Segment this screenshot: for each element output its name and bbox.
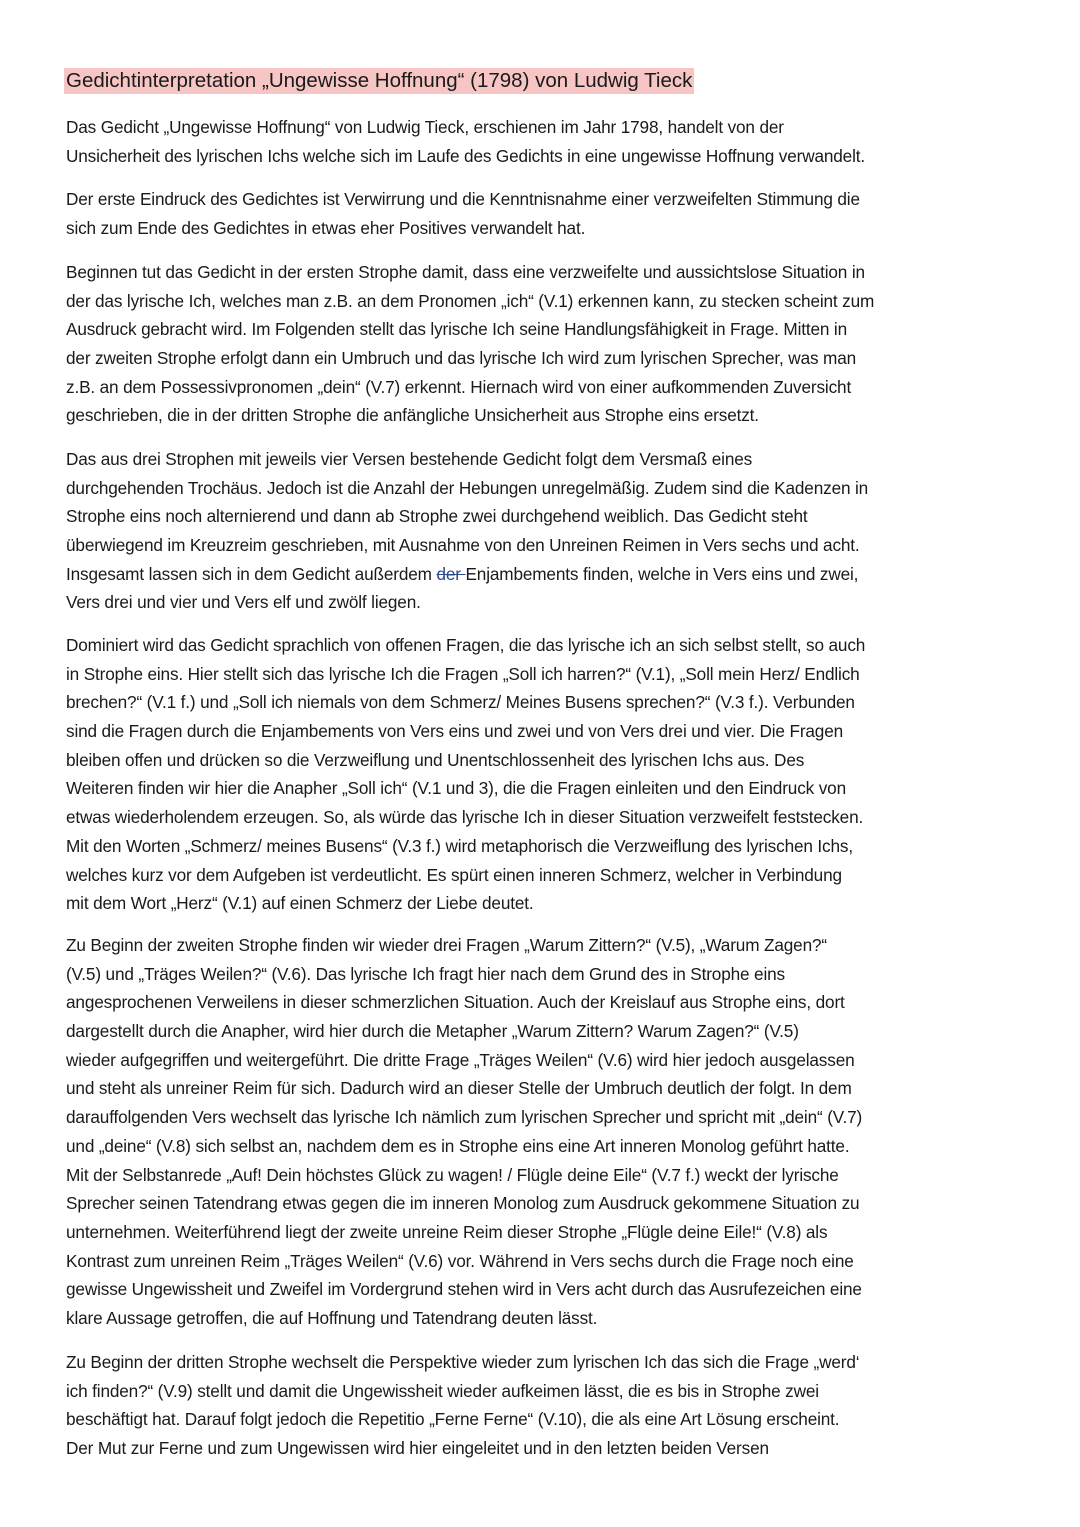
text-line: geschrieben, die in der dritten Strophe die anfängliche Unsicherheit aus Strophe eins ersetzt. xyxy=(66,405,759,426)
text-line: überwiegend im Kreuzreim geschrieben, mit Ausnahme von den Unreinen Reimen in Vers sechs und acht. xyxy=(66,535,860,556)
text-line xyxy=(66,560,868,589)
text-line: bleiben offen und drücken so die Verzweiflung und Unentschlossenheit des lyrischen Ichs aus. Des xyxy=(66,749,805,770)
text-line: Sprecher seinen Tatendrang etwas gegen die im inneren Monolog zum Ausdruck gekommene Situation zu xyxy=(66,1193,860,1214)
text-line: klare Aussage getroffen, die auf Hoffnung und Tatendrang deuten lässt. xyxy=(66,1307,598,1328)
text-line: Zu Beginn der zweiten Strophe finden wir wieder drei Fragen „Warum Zittern?“ (V.5), „Warum Zagen?“ xyxy=(66,935,827,955)
paragraph-stanza-two xyxy=(66,931,862,1333)
paragraph-stanza-one xyxy=(66,631,865,918)
document-title: Gedichtinterpretation „Ungewisse Hoffnung“ (1798) von Ludwig Tieck xyxy=(66,69,693,92)
text-line: Mit den Worten „Schmerz/ meines Busens“ (V.3 f.) wird metaphorisch die Verzweiflung des lyrischen Ichs, xyxy=(66,835,853,856)
text-segment: Enjambements finden, welche in Vers eins und zwei, xyxy=(465,563,859,584)
text-segment: Insgesamt lassen sich in dem Gedicht außerdem xyxy=(66,563,437,584)
text-line: ich finden?“ (V.9) stellt und damit die Ungewissheit wieder aufkeimen lässt, die es bis in Strophe zwei xyxy=(66,1380,819,1401)
text-line: Mit der Selbstanrede „Auf! Dein höchstes Glück zu wagen! / Flügle deine Eile“ (V.7 f.) weckt der lyrische xyxy=(66,1164,839,1185)
paragraph-form xyxy=(66,445,868,617)
text-line: angesprochenen Verweilens in dieser schmerzlichen Situation. Auch der Kreislauf aus Strophe eins, dort xyxy=(66,992,845,1013)
text-line: welches kurz vor dem Aufgeben ist verdeutlicht. Es spürt einen inneren Schmerz, welcher in Verbindung xyxy=(66,864,842,885)
text-line: Dominiert wird das Gedicht sprachlich von offenen Fragen, die das lyrische ich an sich selbst stellt, so auch xyxy=(66,635,866,655)
paragraph-stanza-three xyxy=(66,1348,859,1463)
text-line: Das aus drei Strophen mit jeweils vier Versen bestehende Gedicht folgt dem Versmaß eines xyxy=(66,449,753,469)
text-line: Beginnen tut das Gedicht in der ersten Strophe damit, dass eine verzweifelte und aussichtslose Situation in xyxy=(66,262,865,282)
text-line: gewisse Ungewissheit und Zweifel im Vordergrund stehen wird in Vers acht durch das Ausrufezeichen eine xyxy=(66,1279,862,1300)
text-line: darauffolgenden Vers wechselt das lyrische Ich nämlich zum lyrischen Sprecher und spricht mit „dein“ (V.7) xyxy=(66,1107,863,1128)
text-line: Weiteren finden wir hier die Anapher „Soll ich“ (V.1 und 3), die die Fragen einleiten und den Eindruck von xyxy=(66,778,846,799)
text-line: unternehmen. Weiterführend liegt der zweite unreine Reim dieser Strophe „Flügle deine Eile!“ (V.8) als xyxy=(66,1221,828,1242)
deleted-word: der xyxy=(436,563,466,584)
text-line: (V.5) und „Träges Weilen?“ (V.6). Das lyrische Ich fragt hier nach dem Grund des in Strophe eins xyxy=(66,963,785,984)
text-line: beschäftigt hat. Darauf folgt jedoch die Repetitio „Ferne Ferne“ (V.10), die als eine Art Lösung erscheint. xyxy=(66,1409,840,1430)
text-line: der zweiten Strophe erfolgt dann ein Umbruch und das lyrische Ich wird zum lyrischen Sprecher, was man xyxy=(66,348,857,369)
text-line: sind die Fragen durch die Enjambements von Vers eins und zwei und von Vers drei und vier. Die Fragen xyxy=(66,721,844,742)
text-line: Ausdruck gebracht wird. Im Folgenden stellt das lyrische Ich seine Handlungsfähigkeit in Frage. Mitten in xyxy=(66,319,848,340)
text-line: durchgehenden Trochäus. Jedoch ist die Anzahl der Hebungen unregelmäßig. Zudem sind die Kadenzen in xyxy=(66,477,869,498)
text-line: in Strophe eins. Hier stellt sich das lyrische Ich die Fragen „Soll ich harren?“ (V.1), „Soll mein Herz/ Endlich xyxy=(66,663,860,684)
text-line: Vers drei und vier und Vers elf und zwölf liegen. xyxy=(66,592,421,613)
text-line: dargestellt durch die Anapher, wird hier durch die Metapher „Warum Zittern? Warum Zagen?“ (V.5) xyxy=(66,1021,799,1042)
text-line: z.B. an dem Possessivpronomen „dein“ (V.7) erkennt. Hiernach wird von einer aufkommenden Zuversicht xyxy=(66,376,852,397)
text-line: Der Mut zur Ferne und zum Ungewissen wird hier eingeleitet und in den letzten beiden Versen xyxy=(66,1438,769,1459)
text-line: der das lyrische Ich, welches man z.B. an dem Pronomen „ich“ (V.1) erkennen kann, zu stecken scheint zum xyxy=(66,290,875,311)
text-line: Der erste Eindruck des Gedichtes ist Verwirrung und die Kenntnisnahme einer verzweifelten Stimmung die xyxy=(66,189,860,209)
text-line: brechen?“ (V.1 f.) und „Soll ich niemals von dem Schmerz/ Meines Busens sprechen?“ (V.3 f.). Verbunden xyxy=(66,692,855,713)
text-line: mit dem Wort „Herz“ (V.1) auf einen Schmerz der Liebe deutet. xyxy=(66,893,534,914)
text-line: und steht als unreiner Reim für sich. Dadurch wird an dieser Stelle der Umbruch deutlich der folgt. In dem xyxy=(66,1078,852,1099)
text-line: sich zum Ende des Gedichtes in etwas eher Positives verwandelt hat. xyxy=(66,217,586,238)
paragraph-intro xyxy=(66,113,865,170)
text-line: Kontrast zum unreinen Reim „Träges Weilen“ (V.6) vor. Während in Vers sechs durch die Frage noch eine xyxy=(66,1250,854,1271)
text-line: wieder aufgegriffen und weitergeführt. Die dritte Frage „Träges Weilen“ (V.6) wird hier jedoch ausgelassen xyxy=(66,1049,855,1070)
text-line: Unsicherheit des lyrischen Ichs welche sich im Laufe des Gedichts in eine ungewisse Hoffnung verwandelt. xyxy=(66,145,866,166)
text-line: und „deine“ (V.8) sich selbst an, nachdem dem es in Strophe eins eine Art inneren Monolog geführt hatte. xyxy=(66,1135,850,1156)
paragraph-content xyxy=(66,258,874,430)
text-line: etwas wiederholendem erzeugen. So, als würde das lyrische Ich in dieser Situation verzweifelt feststecken. xyxy=(66,807,864,828)
paragraph-first-impression xyxy=(66,185,860,242)
text-line: Strophe eins noch alternierend und dann ab Strophe zwei durchgehend weiblich. Das Gedicht steht xyxy=(66,506,808,527)
text-line: Zu Beginn der dritten Strophe wechselt die Perspektive wieder zum lyrischen Ich das sich die Frage „werd‘ xyxy=(66,1352,860,1372)
text-line: Das Gedicht „Ungewisse Hoffnung“ von Ludwig Tieck, erschienen im Jahr 1798, handelt von der xyxy=(66,117,784,137)
